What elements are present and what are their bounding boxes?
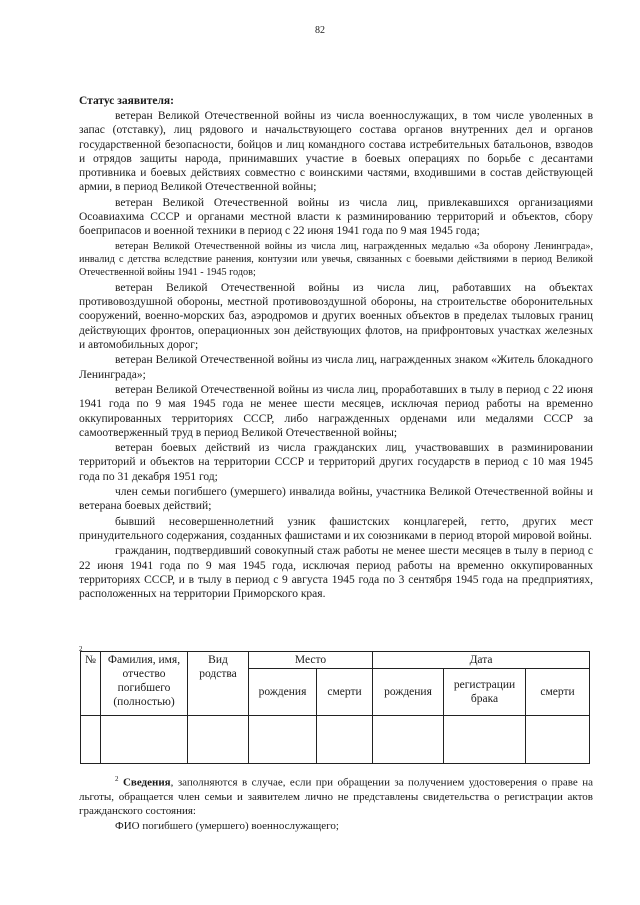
header-date-marriage: регистрации брака (444, 669, 526, 716)
page-number: 82 (315, 25, 325, 36)
footnote (79, 772, 593, 833)
footnote-title: Сведения (122, 776, 171, 789)
footnote-line: ФИО погибшего (умершего) военнослужащего; (115, 819, 339, 832)
status-paragraph: ветеран Великой Отечественной войны из числа лиц, работавших на объектах противовоздушной обороны, местной противовоздушной обороны, на строительстве оборонительных сооружений, военно-морских баз, аэродромов и других военных объектов в пределах тыловых границ действующих фронтов, операционных зон действующих флотов, на прифронтовых участках железных и автомобильных дорог; (79, 281, 593, 352)
header-relationship: Вид родства (188, 652, 249, 716)
status-paragraph: гражданин, подтвердивший совокупный стаж работы не менее шести месяцев в тылу в период с 22 июня 1941 года по 9 мая 1945 года, исключая период работы на временно оккупированных территориях СССР, и в тылу в период с 9 августа 1945 года по 3 сентября 1945 года на предприятиях, расположенных на территории Приморского края. (79, 545, 593, 601)
table-cell[interactable] (249, 716, 317, 764)
header-date-birth: рождения (373, 669, 444, 716)
header-date-death: смерти (526, 669, 590, 716)
status-paragraph: ветеран Великой Отечественной войны из числа военнослужащих, в том числе уволенных в запас (отставку), лиц рядового и начальствующего состава органов внутренних дел и органов государственной безопасности, бойцов и лиц командного состава истребительных батальонов, взводов и отрядов защиты народа, принимавших участие в боевых операциях по борьбе с десантами противника и боевых действиях совместно с воинскими частями, входившими в состав действующей армии, в период Великой Отечественной войны; (79, 110, 593, 194)
footnote-marker: 2 (115, 775, 119, 783)
header-place-birth: рождения (249, 669, 317, 716)
table-cell[interactable] (317, 716, 373, 764)
table-row (81, 716, 590, 764)
table-cell[interactable] (444, 716, 526, 764)
status-paragraph: ветеран Великой Отечественной войны из числа лиц, награжденных знаком «Житель блокадного Ленинграда»; (79, 354, 593, 381)
status-paragraph: ветеран боевых действий из числа гражданских лиц, участвовавших в разминировании территорий и объектов на территории СССР и территорий других государств в период с 10 мая 1945 года по 31 декабря 1951 год; (79, 442, 593, 483)
status-list (79, 109, 593, 602)
header-place: Место (249, 652, 373, 669)
status-paragraph: бывший несовершеннолетний узник фашистских концлагерей, гетто, других мест принудительного содержания, созданных фашистами и их союзниками в период второй мировой войны. (79, 515, 593, 542)
table-header-row (81, 652, 590, 669)
table-cell[interactable] (373, 716, 444, 764)
table-cell[interactable] (188, 716, 249, 764)
table-cell[interactable] (101, 716, 188, 764)
status-paragraph: ветеран Великой Отечественной войны из числа лиц, награжденных медалью «За оборону Ленинграда», инвалид с детства вследствие ранения, контузии или увечья, связанных с боевыми действиями в период Великой Отечественной войны 1941 - 1945 годов; (79, 240, 593, 279)
status-paragraph: ветеран Великой Отечественной войны из числа лиц, проработавших в тылу в период с 22 июня 1941 года по 9 мая 1945 года не менее шести месяцев, исключая период работы на временно оккупированных территориях СССР, либо награжденных орденами или медалями СССР за самоотверженный труд в период Великой Отечественной войны; (79, 383, 593, 439)
table-cell[interactable] (81, 716, 101, 764)
applicant-status-heading: Статус заявителя: (79, 95, 174, 107)
header-full-name: Фамилия, имя, отчество погибшего (полностью) (101, 652, 188, 716)
footnote-text (79, 772, 593, 818)
table-cell[interactable] (526, 716, 590, 764)
header-date: Дата (373, 652, 590, 669)
header-place-death: смерти (317, 669, 373, 716)
relative-info-table (80, 651, 590, 764)
footnote-body: , заполняются в случае, если при обращении за получением удостоверения о праве на льготы, обращается член семьи и заявителем лично не представлены свидетельства о регистрации актов гражданского состояния: (79, 776, 594, 817)
status-paragraph: член семьи погибшего (умершего) инвалида войны, участника Великой Отечественной войны и ветерана боевых действий; (79, 486, 593, 513)
status-paragraph: ветеран Великой Отечественной войны из числа лиц, привлекавшихся организациями Осоавиахима СССР и органами местной власти к разминированию территорий и объектов, сбору боеприпасов и военной техники в период с 22 июня 1941 года по 9 мая 1945 года; (79, 196, 593, 238)
header-number: № (81, 652, 101, 716)
table-footnote-marker: 2 (79, 645, 83, 653)
